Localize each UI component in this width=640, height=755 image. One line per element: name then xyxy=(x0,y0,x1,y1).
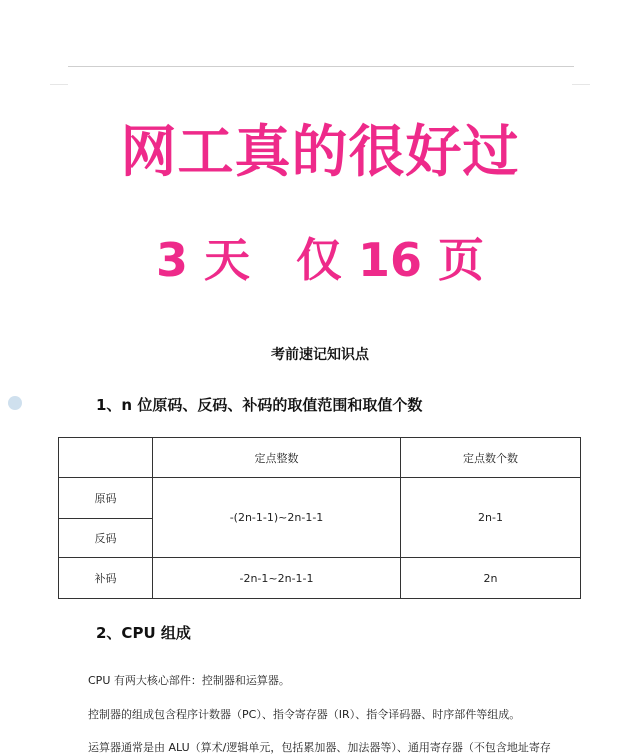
table-row xyxy=(59,478,581,519)
paragraph: CPU 有两大核心部件：控制器和运算器。 xyxy=(88,674,290,687)
table-header-cell: 定点数个数 xyxy=(401,438,581,478)
headline-days: 3 天 xyxy=(155,233,250,287)
paragraph: 运算器通常是由 ALU（算术/逻辑单元，包括累加器、加法器等）、通用寄存器（不包含地址寄存 xyxy=(88,741,551,754)
section-title: 考前速记知识点 xyxy=(271,347,369,363)
range-table xyxy=(58,437,581,599)
table-header-cell xyxy=(59,438,153,478)
headline-subtitle xyxy=(0,224,640,290)
crop-mark-left xyxy=(50,84,68,85)
headline-title: 网工真的很好过 xyxy=(120,120,520,185)
heading-section-2: 2、CPU 组成 xyxy=(96,624,191,642)
table-cell-label: 补码 xyxy=(59,558,153,599)
table-header-row xyxy=(59,438,581,478)
table-cell-label: 原码 xyxy=(59,478,153,519)
table-cell-label: 反码 xyxy=(59,519,153,558)
crop-mark-right xyxy=(572,84,590,85)
table-cell-count: 2n xyxy=(401,558,581,599)
page-top-border xyxy=(68,66,574,67)
table-cell-range: -2n-1~2n-1-1 xyxy=(153,558,401,599)
margin-dot xyxy=(8,396,22,410)
paragraph: 控制器的组成包含程序计数器（PC）、指令寄存器（IR）、指令译码器、时序部件等组成。 xyxy=(88,708,521,721)
table-cell-count: 2n-1 xyxy=(401,478,581,558)
heading-section-1: 1、n 位原码、反码、补码的取值范围和取值个数 xyxy=(96,396,423,414)
table-header-cell: 定点整数 xyxy=(153,438,401,478)
headline-pages: 仅 16 页 xyxy=(295,233,485,287)
table-cell-range: -(2n-1-1)~2n-1-1 xyxy=(153,478,401,558)
table-row xyxy=(59,558,581,599)
